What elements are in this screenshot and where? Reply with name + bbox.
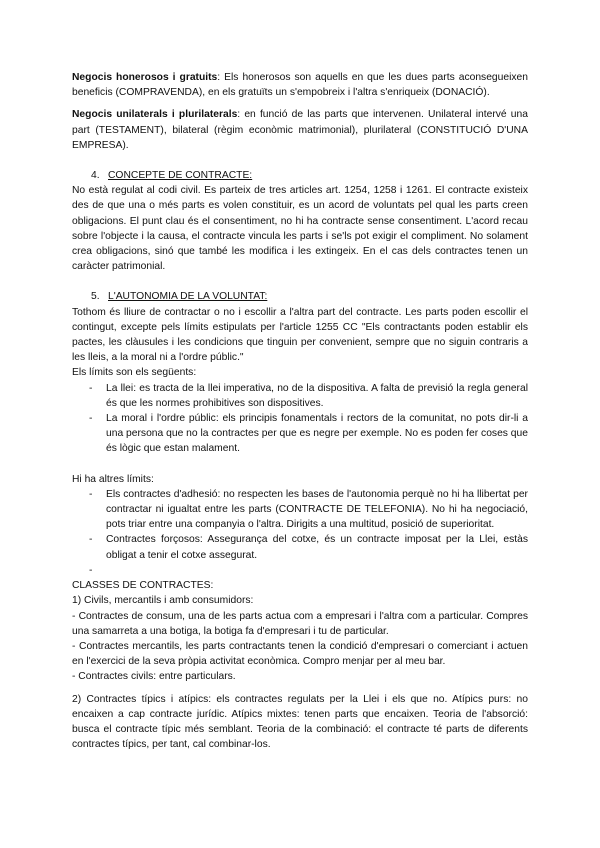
classes-line: - Contractes mercantils, les parts contractants tenen la condició d'empresari o comerciant i actuen en l'exercici de la seva pròpia activitat econòmica. Compro menjar per al meu bar. bbox=[72, 640, 528, 668]
bullet-marker: - bbox=[89, 564, 93, 576]
negocis-unilaterals-title: Negocis unilaterals i plurilaterals bbox=[72, 109, 238, 121]
list-item bbox=[72, 381, 528, 411]
section-5-title: L'AUTONOMIA DE LA VOLUNTAT: bbox=[108, 291, 268, 303]
negocis-onerosos-title: Negocis honerosos i gratuits bbox=[72, 72, 218, 83]
section-4-heading bbox=[72, 168, 528, 183]
section-4-body: No està regulat al codi civil. Es parteix de tres articles art. 1254, 1258 i 1261. El contracte existeix des de que una o més parts es volen constituir, es un acord de voluntats pel qual les parts creen obligacions. El punt clau és el consentiment, no hi ha contracte sense consentiment. L'acord recau sobre l'objecte i la causa, el contracte vincula les parts i se'ls pot exigir el compliment. No solament crea obligacions, sinó que també les modifica i les extingeix. En el cas dels contractes tenen un caràcter patrimonial. bbox=[72, 185, 528, 273]
bullet-marker: - bbox=[89, 382, 93, 394]
limits-list bbox=[72, 381, 528, 457]
list-item bbox=[72, 532, 528, 562]
section-5-heading bbox=[72, 289, 528, 304]
other-limit-text: Els contractes d'adhesió: no respecten les bases de l'autonomia perquè no hi ha llibertat per contractar ni igualtat entre les parts (CONTRACTE DE TELEFONIA). No hi ha negociació, pots triar entre una companyia o l'altra. Dirigits a una multitud, posició de superioritat. bbox=[106, 488, 528, 531]
negocis-onerosos-text: : Els honerosos son aquells en que les dues parts aconsegueixen beneficis (COMPRAVENDA), en els gratuïts un s'empobreix i l'altra s'enriqueix (DONACIÓ). bbox=[72, 72, 528, 99]
bullet-marker: - bbox=[89, 488, 93, 500]
limit-text: La moral i l'ordre públic: els principis fonamentals i rectors de la comunitat, no pots dir-li a una persona que no la contractes per que es negre per exemple. No es poden fer coses que és lògic que estan malament. bbox=[106, 413, 528, 455]
other-limits-intro: Hi ha altres límits: bbox=[72, 473, 154, 485]
list-item bbox=[72, 411, 528, 457]
classes-line: - Contractes de consum, una de les parts actua com a empresari i l'altra com a particular. Compres una samarreta a una botiga, la botiga fa d'empresari i tu de particular. bbox=[72, 610, 528, 637]
bullet-marker: - bbox=[89, 534, 93, 546]
section-5-number: 5. bbox=[91, 291, 100, 303]
negocis-onerosos-paragraph bbox=[72, 70, 528, 100]
list-item bbox=[72, 487, 528, 533]
classes-title: CLASSES DE CONTRACTES: bbox=[72, 580, 214, 592]
other-limits-list bbox=[72, 487, 528, 578]
document-body bbox=[72, 70, 528, 752]
classes-sub1: 1) Civils, mercantils i amb consumidors: bbox=[72, 595, 254, 607]
section-4-title: CONCEPTE DE CONTRACTE: bbox=[108, 170, 253, 182]
section-5-body: Tothom és lliure de contractar o no i escollir a l'altra part del contracte. Les parts poden escollir el contingut, excepte pels límits estipulats per l'article 1255 CC "Els contractants poden establir els pactes, les clàusules i les condicions que tinguin per convenient, sempre que no siguin contraris a les lleis, a la moral ni a l'ordre públic." bbox=[72, 306, 528, 364]
other-limit-text: Contractes forçosos: Assegurança del cotxe, és un contracte imposat per la Llei, estàs obligat a tenir el cotxe assegurat. bbox=[106, 534, 528, 561]
list-item-empty bbox=[72, 563, 528, 578]
negocis-unilaterals-paragraph bbox=[72, 107, 528, 153]
classes-sub2: 2) Contractes típics i atípics: els contractes regulats per la Llei i els que no. Atípics purs: no encaixen a cap contracte jurídic. Atípics mixtes: tenen parts que encaixen. Teoria de l'absorció: busca el contracte típic més semblant. Teoria de la combinació: el contracte té parts de diferents contractes típics, per tant, cal combinar-los. bbox=[72, 693, 528, 751]
classes-line: - Contractes civils: entre particulars. bbox=[72, 671, 236, 683]
limit-text: La llei: es tracta de la llei imperativa, no de la dispositiva. A falta de previsió la regla general és que les normes prohibitives son dispositives. bbox=[106, 382, 528, 409]
negocis-unilaterals-text: : en funció de las parts que intervenen. Unilateral intervé una part (TESTAMENT), bilateral (règim econòmic matrimonial), plurilateral (CONSTITUCIÓ D'UNA EMPRESA). bbox=[72, 109, 528, 151]
other-limit-text bbox=[106, 565, 109, 576]
section-4-number: 4. bbox=[91, 170, 100, 182]
limits-intro: Els límits son els següents: bbox=[72, 367, 197, 379]
bullet-marker: - bbox=[89, 413, 93, 425]
